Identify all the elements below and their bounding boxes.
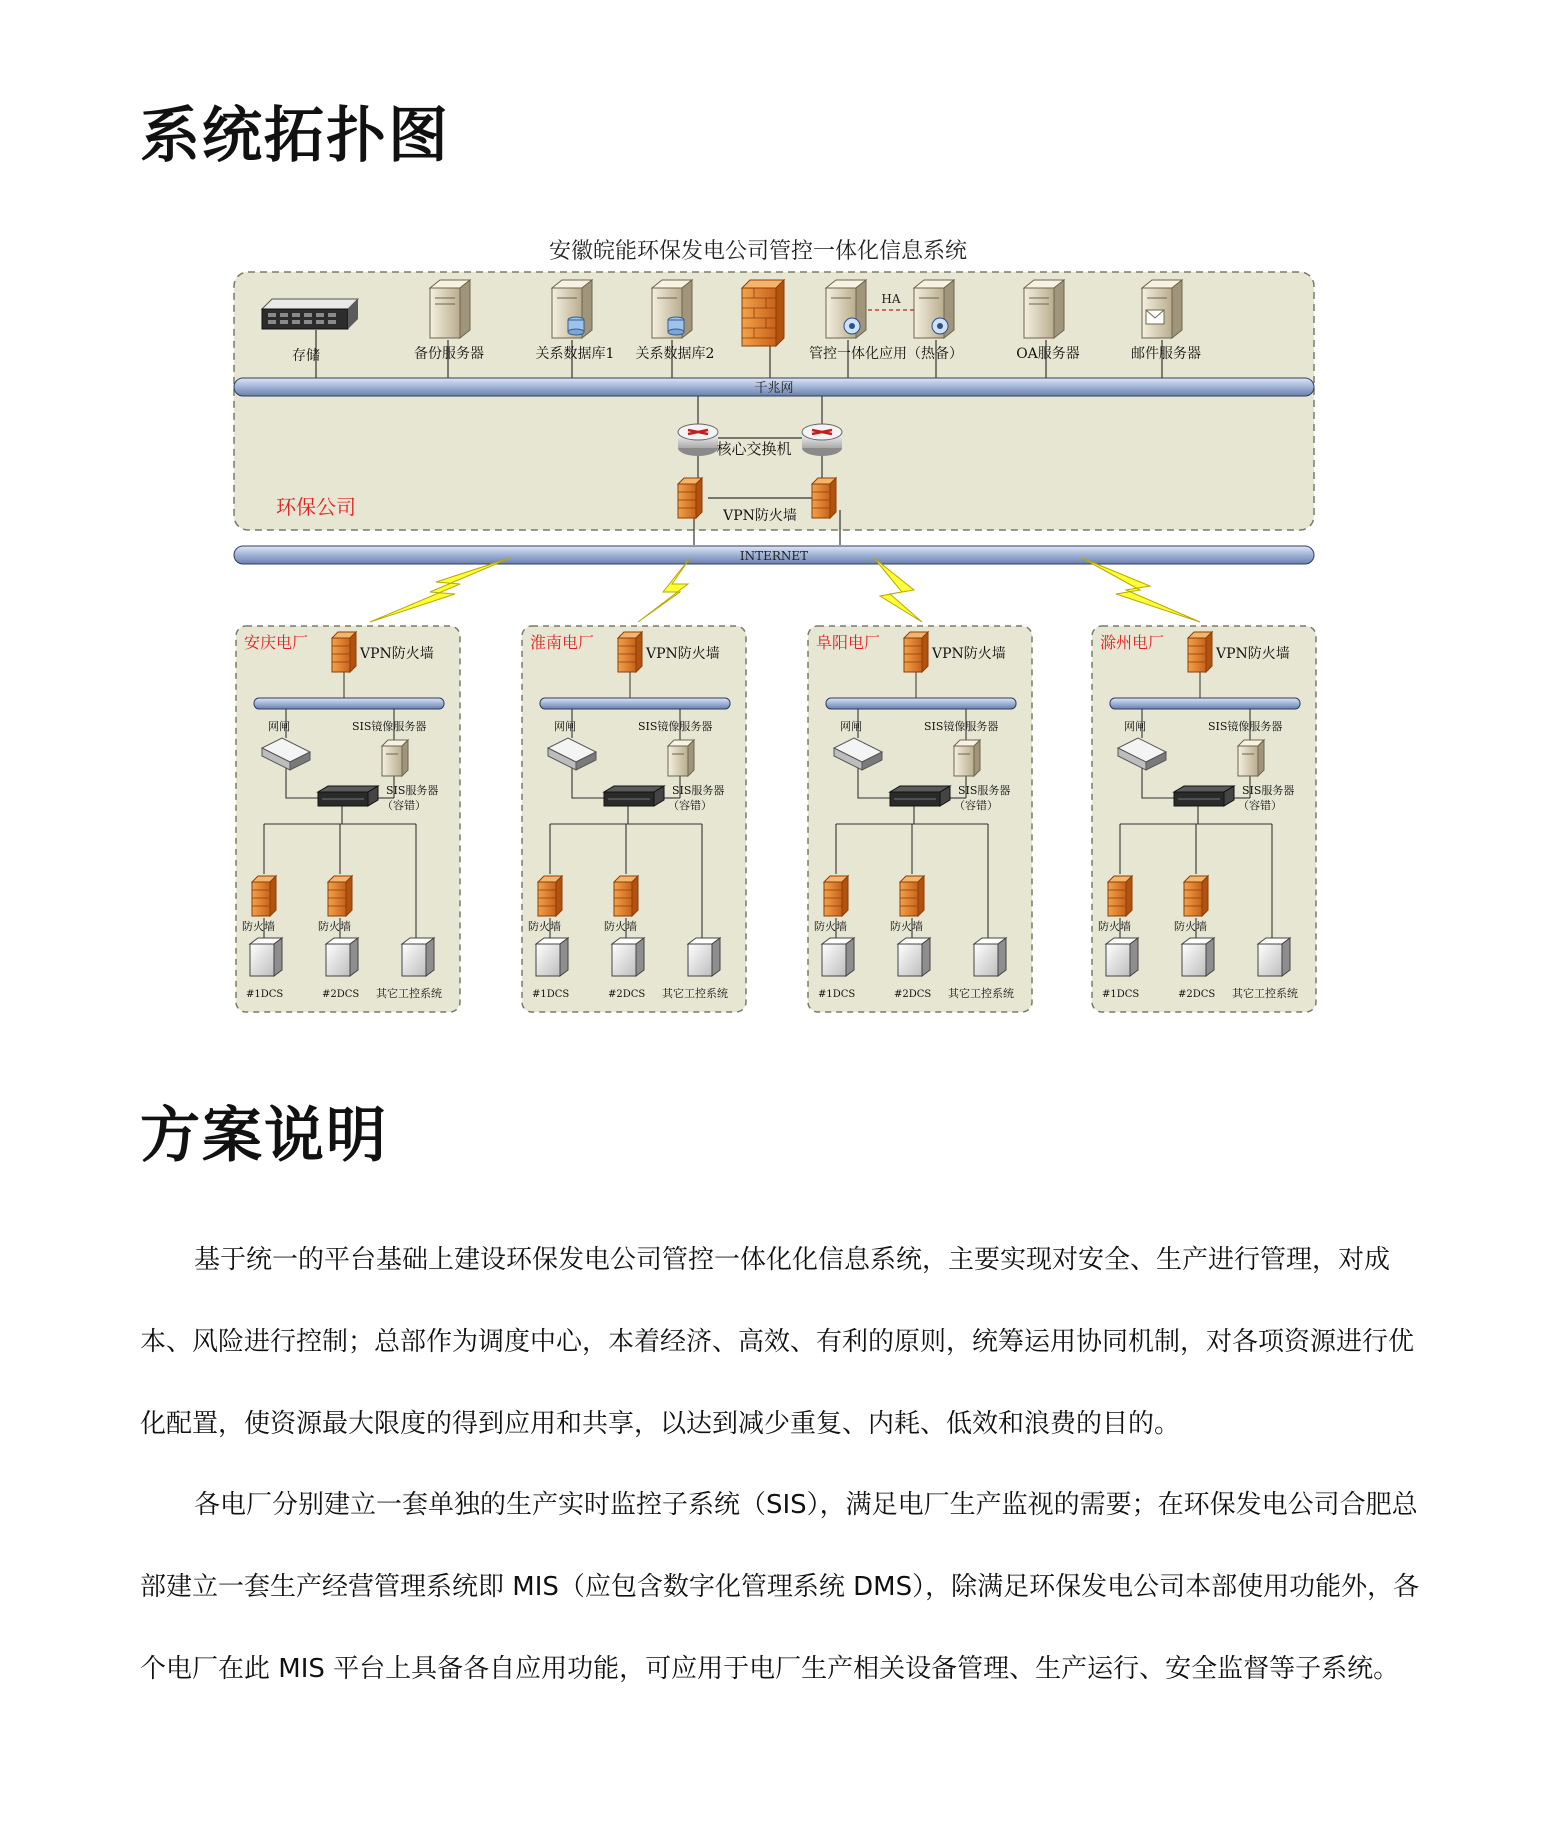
dcs1-box-icon — [822, 938, 854, 976]
plant-firewall-label-2: 防火墙 — [318, 920, 351, 933]
dcs1-box-icon — [536, 938, 568, 976]
plant-dcs1-label: #1DCS — [532, 989, 570, 1000]
dcs1-box-icon — [1106, 938, 1138, 976]
plant-vpn-firewall-icon — [904, 632, 928, 672]
plant-firewall-label-1: 防火墙 — [1098, 920, 1131, 933]
dcs2-firewall-icon — [614, 876, 638, 916]
sis-mirror-server-icon — [954, 740, 980, 776]
plant-gateway-label: 网闸 — [840, 720, 862, 733]
plant-name-huainan: 淮南电厂 — [530, 633, 595, 652]
core-switch-label: 核心交换机 — [716, 440, 792, 458]
lightning-chuzhou — [1082, 558, 1200, 622]
paragraph-1 — [140, 1219, 1420, 1465]
plant-dcs2-label: #2DCS — [608, 989, 646, 1000]
database1-server-icon — [552, 280, 592, 338]
plant-gateway-label: 网闸 — [1124, 720, 1146, 733]
plant-name-chuzhou: 滁州电厂 — [1100, 633, 1165, 652]
hq-vpn-firewall-2-icon — [812, 478, 836, 518]
plant-sis-server-label: SIS服务器 — [386, 784, 439, 797]
plant-vpn-firewall-icon — [618, 632, 642, 672]
plant-dcs2-label: #2DCS — [322, 989, 360, 1000]
wireless-links — [370, 558, 1200, 622]
plant-sis-server-sub-label: （容错） — [382, 799, 426, 812]
plant-other-label: 其它工控系统 — [1232, 987, 1298, 1000]
lightning-fuyang — [874, 558, 922, 622]
plant-sis-mirror-label: SIS镜像服务器 — [352, 720, 427, 733]
plant-sis-server-sub-label: （容错） — [1238, 799, 1282, 812]
dcs2-box-icon — [898, 938, 930, 976]
paragraph-2-text: 各电厂分别建立一套单独的生产实时监控子系统（SIS），满足电厂生产监视的需要；在环保发电公司合肥总部建立一套生产经营管理系统即 MIS（应包含数字化管理系统 DMS），除满足环保发电公司本部使用功能外，各个电厂在此 MIS 平台上具备各自应用功能，可应用于电厂生产相关设备管理、生产运行、安全监督等子系统。 — [140, 1490, 1420, 1684]
internet-label: INTERNET — [739, 549, 809, 563]
plant-sis-mirror-label: SIS镜像服务器 — [638, 720, 713, 733]
mail-server-icon — [1142, 280, 1182, 338]
plant-gateway-label: 网闸 — [268, 720, 290, 733]
dcs2-firewall-icon — [1184, 876, 1208, 916]
plant-vpn-firewall-icon — [332, 632, 356, 672]
app-server-primary-icon — [826, 280, 866, 338]
app-server-standby-icon — [914, 280, 954, 338]
plant-dcs2-label: #2DCS — [894, 989, 932, 1000]
dcs1-firewall-icon — [538, 876, 562, 916]
section-title-topology: 系统拓扑图 — [140, 101, 450, 171]
plant-dcs1-label: #1DCS — [246, 989, 284, 1000]
plant-other-label: 其它工控系统 — [376, 987, 442, 1000]
storage-icon — [262, 299, 358, 329]
hq-firewall-icon — [742, 280, 784, 346]
plant-zone-anqing — [236, 626, 460, 1012]
paragraph-1-text: 基于统一的平台基础上建设环保发电公司管控一体化化信息系统，主要实现对安全、生产进行管理，对成本、风险进行控制；总部作为调度中心，本着经济、高效、有利的原则，统筹运用协同机制，对各项资源进行优化配置，使资源最大限度的得到应用和共享，以达到减少重复、内耗、低效和浪费的目的。 — [140, 1245, 1415, 1439]
section-title-plan: 方案说明 — [140, 1101, 388, 1171]
plant-sis-server-label: SIS服务器 — [958, 784, 1011, 797]
dcs1-firewall-icon — [252, 876, 276, 916]
lightning-huainan — [638, 558, 690, 622]
plant-vpn-label: VPN防火墙 — [932, 646, 1006, 662]
plant-vpn-label: VPN防火墙 — [646, 646, 720, 662]
plant-zone-huainan — [522, 626, 746, 1012]
label-oa-server: OA服务器 — [1016, 346, 1080, 362]
dcs1-box-icon — [250, 938, 282, 976]
plant-zone-chuzhou — [1092, 626, 1316, 1012]
label-database2: 关系数据库2 — [635, 346, 715, 362]
hq-zone-label: 环保公司 — [276, 495, 356, 519]
plant-firewall-label-2: 防火墙 — [604, 920, 637, 933]
plant-firewall-label-2: 防火墙 — [890, 920, 923, 933]
dcs2-firewall-icon — [328, 876, 352, 916]
paragraph-2 — [140, 1464, 1420, 1710]
hq-vpn-firewall-1-icon — [678, 478, 702, 518]
plant-vpn-label: VPN防火墙 — [1216, 646, 1290, 662]
sis-mirror-server-icon — [1238, 740, 1264, 776]
plant-gateway-label: 网闸 — [554, 720, 576, 733]
plant-other-label: 其它工控系统 — [948, 987, 1014, 1000]
label-mail-server: 邮件服务器 — [1131, 346, 1201, 362]
plant-firewall-label-2: 防火墙 — [1174, 920, 1207, 933]
dcs2-box-icon — [612, 938, 644, 976]
sis-server-icon — [604, 786, 664, 806]
plant-sis-server-sub-label: （容错） — [668, 799, 712, 812]
label-storage: 存储 — [292, 348, 320, 364]
plant-zone-fuyang — [808, 626, 1032, 1012]
dcs2-box-icon — [1182, 938, 1214, 976]
label-app-server: 管控一体化应用（热备） — [809, 346, 963, 362]
plant-sis-server-sub-label: （容错） — [954, 799, 998, 812]
oa-server-icon — [1024, 280, 1064, 338]
dcs2-box-icon — [326, 938, 358, 976]
plant-firewall-label-1: 防火墙 — [814, 920, 847, 933]
core-switch-2-icon — [802, 424, 842, 456]
label-backup-server: 备份服务器 — [414, 346, 484, 362]
lightning-anqing — [370, 558, 510, 622]
plant-dcs1-label: #1DCS — [1102, 989, 1140, 1000]
diagram-title: 安徽皖能环保发电公司管控一体化信息系统 — [548, 239, 968, 264]
sis-server-icon — [890, 786, 950, 806]
dcs1-firewall-icon — [824, 876, 848, 916]
plant-sis-server-label: SIS服务器 — [1242, 784, 1295, 797]
label-database1: 关系数据库1 — [535, 346, 615, 362]
plant-vpn-label: VPN防火墙 — [360, 646, 434, 662]
plant-name-fuyang: 阜阳电厂 — [816, 633, 881, 652]
plant-sis-mirror-label: SIS镜像服务器 — [924, 720, 999, 733]
other-control-box-icon — [688, 938, 720, 976]
sis-mirror-server-icon — [382, 740, 408, 776]
plant-dcs2-label: #2DCS — [1178, 989, 1216, 1000]
plant-name-anqing: 安庆电厂 — [244, 633, 309, 652]
plant-dcs1-label: #1DCS — [818, 989, 856, 1000]
other-control-box-icon — [1258, 938, 1290, 976]
ha-label: HA — [881, 292, 901, 306]
plant-sis-server-label: SIS服务器 — [672, 784, 725, 797]
plant-other-label: 其它工控系统 — [662, 987, 728, 1000]
plant-sis-mirror-label: SIS镜像服务器 — [1208, 720, 1283, 733]
other-control-box-icon — [974, 938, 1006, 976]
plant-firewall-label-1: 防火墙 — [242, 920, 275, 933]
dcs2-firewall-icon — [900, 876, 924, 916]
core-switch-1-icon — [678, 424, 718, 456]
plant-firewall-label-1: 防火墙 — [528, 920, 561, 933]
sis-server-icon — [1174, 786, 1234, 806]
plant-vpn-firewall-icon — [1188, 632, 1212, 672]
lan-label: 千兆网 — [754, 381, 794, 396]
backup-server-icon — [430, 280, 470, 338]
sis-server-icon — [318, 786, 378, 806]
database2-server-icon — [652, 280, 692, 338]
other-control-box-icon — [402, 938, 434, 976]
sis-mirror-server-icon — [668, 740, 694, 776]
dcs1-firewall-icon — [1108, 876, 1132, 916]
hq-vpn-label: VPN防火墙 — [723, 508, 797, 524]
